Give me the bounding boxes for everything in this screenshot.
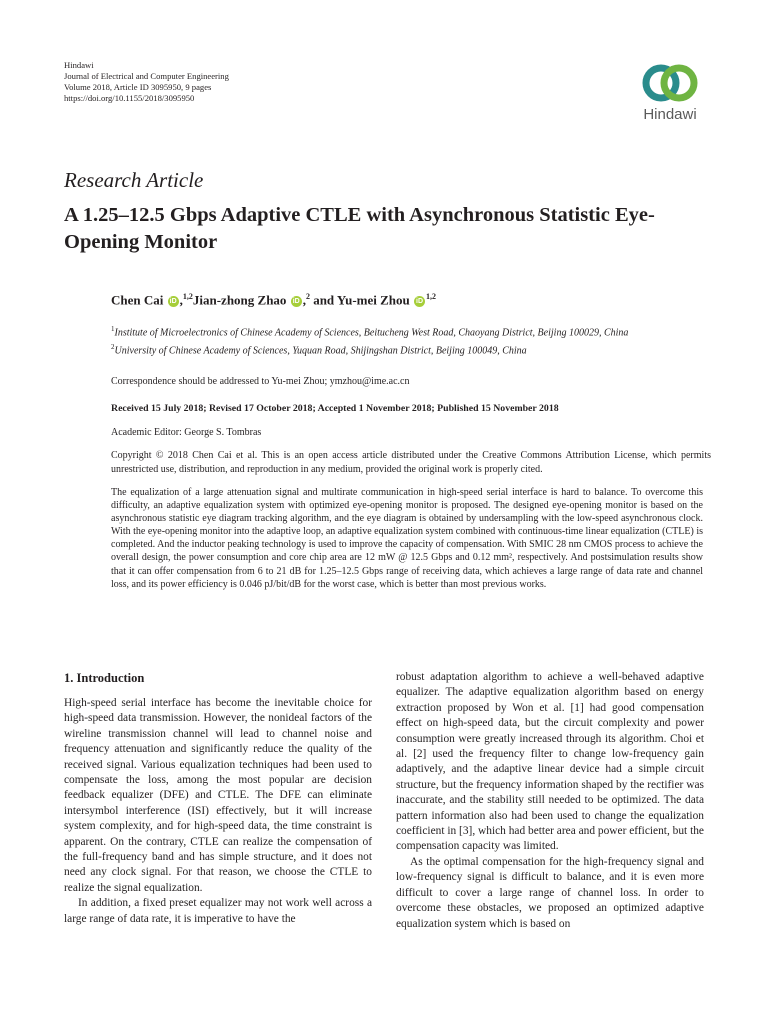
paragraph: As the optimal compensation for the high-frequency signal and low-frequency signal is difficult to balance, and it is even more difficult to cover a large range of channel loss. In order to overcome these obstacles, we proposed an optimized adaptive equalization system which is based on <box>396 855 704 930</box>
orcid-icon[interactable]: iD <box>416 297 424 305</box>
hindawi-logo <box>632 62 708 132</box>
publisher-name: Hindawi <box>64 60 94 70</box>
publication-dates: Received 15 July 2018; Revised 17 October 2018; Accepted 1 November 2018; Published 15 November 2018 <box>111 403 559 414</box>
paragraph: In addition, a fixed preset equalizer may not work well across a large range of data rate, it is imperative to have the <box>64 897 372 925</box>
orcid-icon[interactable]: iD <box>169 297 177 305</box>
author-list: Chen Cai iD ,$^{1,2}$Jian-zhong Zhao iD ,$^2$ and Yu-mei Zhou iD$^{1,2}$ <box>111 292 437 308</box>
copyright-notice: Copyright © 2018 Chen Cai et al. This is an open access article distributed under the Creative Commons Attribution License, which permits unrestricted use, distribution, and reproduction in any medium, provided the original work is properly cited. <box>111 450 711 475</box>
author-affiliation-mark: 1,2 <box>426 292 437 301</box>
body-column-left <box>64 670 372 927</box>
journal-info <box>64 60 229 104</box>
paper-title: A 1.25–12.5 Gbps Adaptive CTLE with Asynchronous Statistic Eye-Opening Monitor <box>64 204 655 253</box>
author-name: Yu-mei Zhou <box>336 292 414 308</box>
paragraph: High-speed serial interface has become the inevitable choice for high-speed data transmission. However, the nonideal factors of the wireline transmission channel will lead to channel noise and frequency attenuation and significantly reduce the quality of the received signal. Various equalization techniques had been used to compensate the loss, among the most popular are decision feedback equalizer (DFE) and CTLE. The DFE can eliminate intersymbol interference (ISI) effectively, but it will increase system complexity, and for high-speed data, the time constraint is apparent. On the contrary, CTLE can realize the compensation of the full-frequency band and has simple structure, and it does not need any clock signal. For that reason, we choose the CTLE to realize the signal equalization. <box>64 697 372 894</box>
section-heading: 1. Introduction <box>64 671 145 685</box>
hindawi-logo-text: Hindawi <box>643 106 697 123</box>
doi-link[interactable]: https://doi.org/10.1155/2018/3095950 <box>64 93 195 103</box>
article-type: Research Article <box>64 168 204 192</box>
author-name: Jian-zhong Zhao <box>192 292 290 308</box>
orcid-icon[interactable]: iD <box>292 297 300 305</box>
journal-name: Journal of Electrical and Computer Engineering <box>64 71 229 81</box>
author-name: Chen Cai <box>111 292 167 308</box>
author-affiliation-mark: 1,2 <box>182 292 193 301</box>
paragraph: robust adaptation algorithm to achieve a well-behaved adaptive equalizer. The adaptive equalization algorithm based on energy extraction proposed by Won et al. [1] had good compensation effect on high-speed data, but the circuit complexity and power consumption were greatly increased through its algorithm. Choi et al. [2] used the frequency filter to change low-frequency gain adaptively, and the adaptive linear device had a simple circuit structure, but the frequency information shaped by the rectifier was inaccurate, and the stability still needed to be optimized. The data pattern information also had been used to change the equalization coefficient in [3], which had better area and power efficient, but the compensation capacity was limited. <box>396 671 704 853</box>
affiliation-item: $^2$University of Chinese Academy of Sciences, Yuquan Road, Shijingshan District, Beijing 100049, China <box>111 343 527 357</box>
academic-editor: Academic Editor: George S. Tombras <box>111 427 262 438</box>
affiliation-item: $^1$Institute of Microelectronics of Chinese Academy of Sciences, Beitucheng West Road, Chaoyang District, Beijing 100029, China <box>111 325 629 339</box>
volume-info: Volume 2018, Article ID 3095950, 9 pages <box>64 82 212 92</box>
hindawi-logo-icon <box>639 62 701 104</box>
author-affiliation-mark: 2 <box>305 292 310 301</box>
correspondence: Correspondence should be addressed to Yu-mei Zhou; ymzhou@ime.ac.cn <box>111 376 410 387</box>
affiliations <box>111 322 711 359</box>
abstract: The equalization of a large attenuation signal and multirate communication in high-speed serial interface is hard to balance. To overcome this difficulty, an adaptive equalization system with optimized eye-opening monitor is proposed. The designed eye-opening monitor is based on the asynchronous statistic eye diagram tracking algorithm, and the eye diagram is obtained by undersampling with the low-speed asynchronous clock. With the eye-opening monitor into the adaptive loop, an adaptive equalization system combined with continuous-time linear equalization (CTLE) is completed. And the inductor peaking technology is used to improve the capacity of compensation. With SMIC 28 nm CMOS process to achieve the overall design, the power consumption and core chip area are 12 mW @ 12.5 Gbps and 0.12 mm², respectively. And postsimulation results show that it can offer compensation from 6 to 21 dB for 1.25–12.5 Gbps range of receiving data, which achieves a large range of data rate and channel loss, and its power efficiency is 0.046 pJ/bit/dB for the worst case, which is better than most previous works. <box>111 487 703 590</box>
body-column-right <box>396 670 704 932</box>
